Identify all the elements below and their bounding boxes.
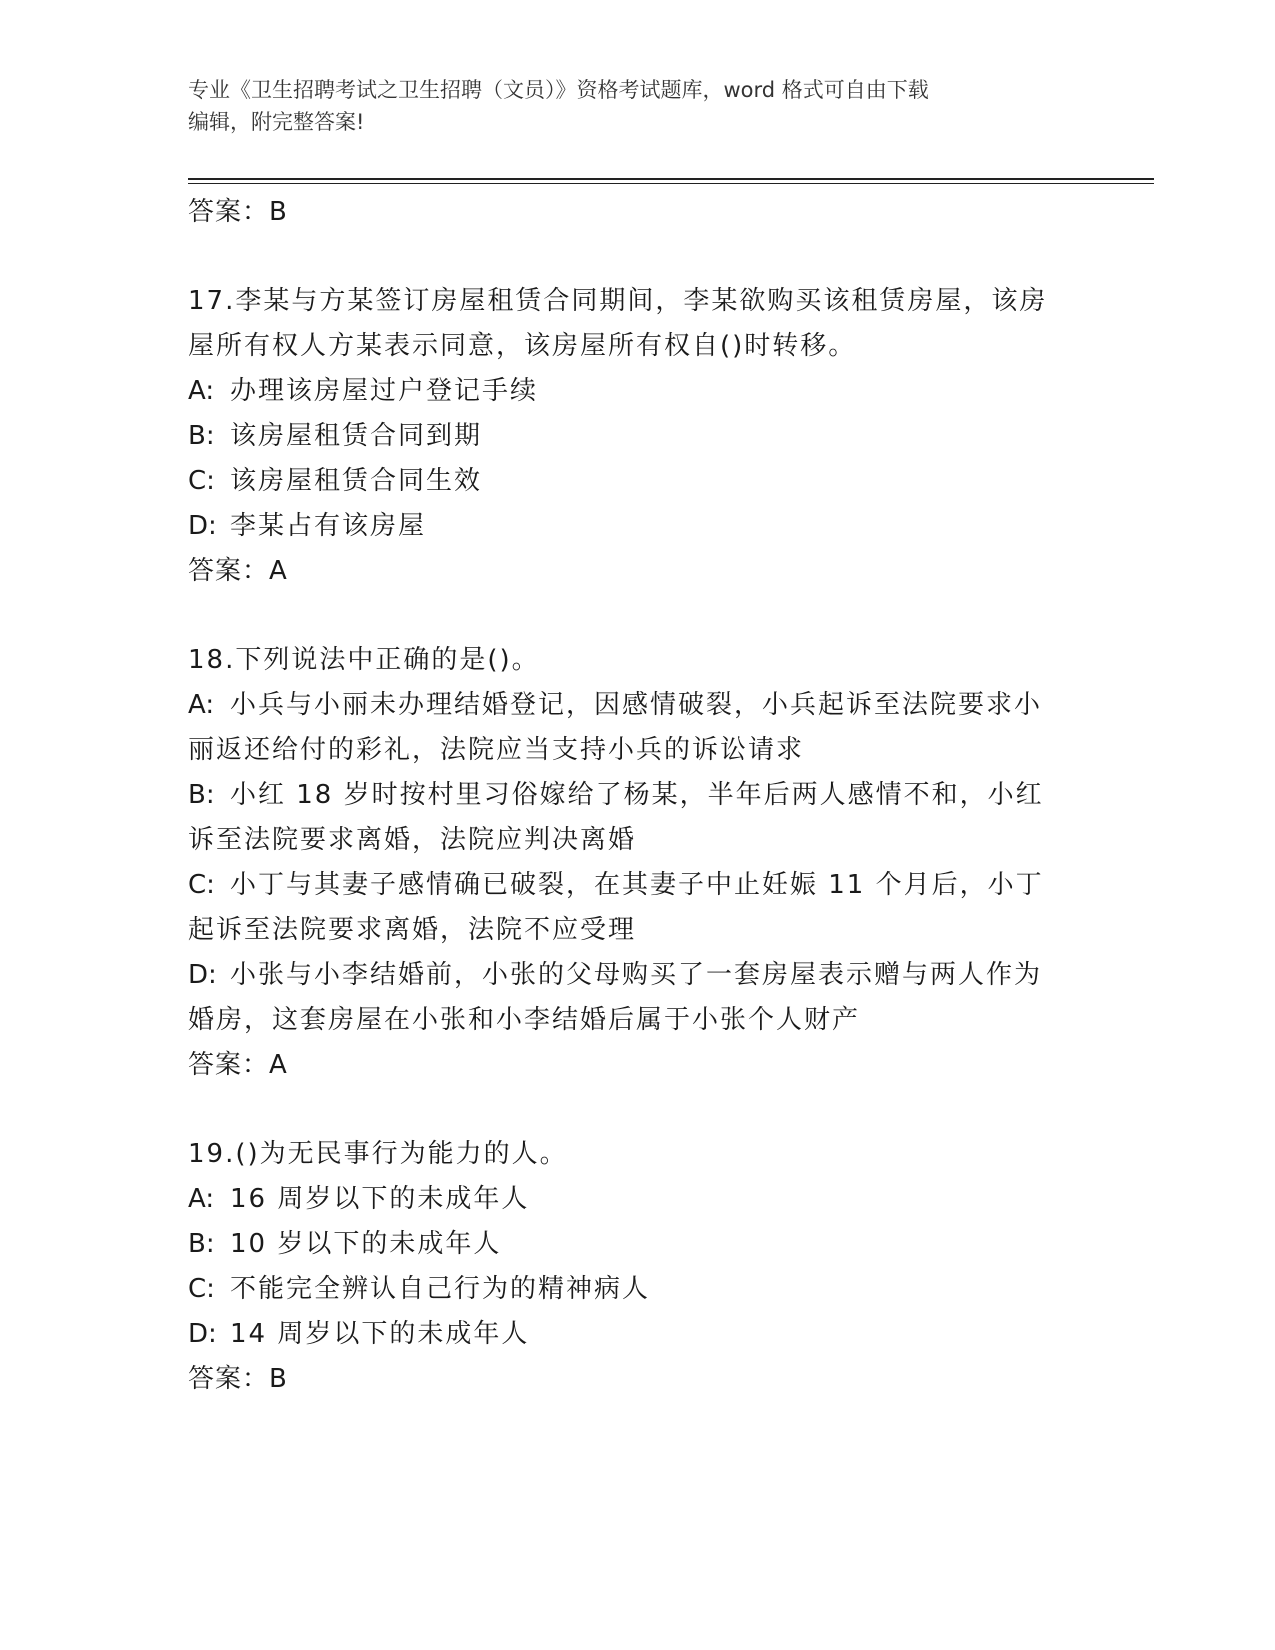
option-line — [188, 504, 1088, 549]
header-divider-thin — [188, 183, 1154, 184]
option-label: D: — [188, 511, 217, 541]
option-text: 李某占有该房屋 — [230, 511, 427, 541]
option-label: C: — [188, 870, 215, 900]
option-line — [188, 683, 1088, 728]
option-label: B: — [188, 421, 215, 451]
answer-previous-question: 答案：B — [188, 197, 288, 227]
option-text: 诉至法院要求离婚，法院应判决离婚 — [188, 825, 637, 855]
question-stem-line: 17.李某与方某签订房屋租赁合同期间，李某欲购买该租赁房屋，该房 — [188, 286, 1048, 316]
option-label: D: — [188, 1319, 217, 1349]
option-text: 不能完全辨认自己行为的精神病人 — [230, 1274, 651, 1304]
option-text: 该房屋租赁合同生效 — [230, 466, 483, 496]
option-text: 小张与小李结婚前，小张的父母购买了一套房屋表示赠与两人作为 — [230, 960, 1043, 990]
option-label: A: — [188, 690, 215, 720]
option-text: 小红 18 岁时按村里习俗嫁给了杨某，半年后两人感情不和，小红 — [230, 780, 1044, 810]
option-text: 14 周岁以下的未成年人 — [230, 1319, 530, 1349]
option-line — [188, 773, 1088, 818]
question-block — [188, 279, 1088, 594]
question-block — [188, 638, 1088, 1088]
option-line — [188, 459, 1088, 504]
option-text: 丽返还给付的彩礼，法院应当支持小兵的诉讼请求 — [188, 735, 805, 765]
option-line — [188, 1312, 1088, 1357]
answer-line: 答案：B — [188, 1364, 288, 1394]
answer-line: 答案：A — [188, 556, 288, 586]
option-text: 婚房，这套房屋在小张和小李结婚后属于小张个人财产 — [188, 1005, 861, 1035]
option-label: A: — [188, 1184, 215, 1214]
question-list — [188, 279, 1088, 1402]
option-label: D: — [188, 960, 217, 990]
answer-line: 答案：A — [188, 1050, 288, 1080]
option-line — [188, 998, 1088, 1043]
question-content — [188, 190, 1088, 1402]
option-line — [188, 863, 1088, 908]
option-label: C: — [188, 466, 215, 496]
option-label: B: — [188, 1229, 215, 1259]
option-text: 10 岁以下的未成年人 — [230, 1229, 502, 1259]
option-text: 小兵与小丽未办理结婚登记，因感情破裂，小兵起诉至法院要求小 — [230, 690, 1043, 720]
document-header — [188, 74, 1088, 138]
option-text: 16 周岁以下的未成年人 — [230, 1184, 530, 1214]
option-label: C: — [188, 1274, 215, 1304]
option-line — [188, 1222, 1088, 1267]
question-stem-line: 18.下列说法中正确的是()。 — [188, 645, 540, 675]
question-stem-line: 屋所有权人方某表示同意，该房屋所有权自()时转移。 — [188, 331, 857, 361]
option-text: 该房屋租赁合同到期 — [230, 421, 483, 451]
option-line — [188, 818, 1088, 863]
option-line — [188, 728, 1088, 773]
option-text: 起诉至法院要求离婚，法院不应受理 — [188, 915, 637, 945]
option-text: 办理该房屋过户登记手续 — [230, 376, 539, 406]
option-line — [188, 1267, 1088, 1312]
option-line — [188, 414, 1088, 459]
option-label: B: — [188, 780, 215, 810]
option-line — [188, 369, 1088, 414]
option-label: A: — [188, 376, 215, 406]
option-line — [188, 908, 1088, 953]
header-line-1: 专业《卫生招聘考试之卫生招聘（文员）》资格考试题库，word 格式可自由下载 — [188, 78, 929, 102]
option-line — [188, 1177, 1088, 1222]
question-stem-line: 19.()为无民事行为能力的人。 — [188, 1139, 568, 1169]
question-block — [188, 1132, 1088, 1402]
header-line-2: 编辑，附完整答案! — [188, 110, 365, 134]
header-divider-thick — [188, 178, 1154, 180]
option-text: 小丁与其妻子感情确已破裂，在其妻子中止妊娠 11 个月后，小丁 — [230, 870, 1044, 900]
option-line — [188, 953, 1088, 998]
